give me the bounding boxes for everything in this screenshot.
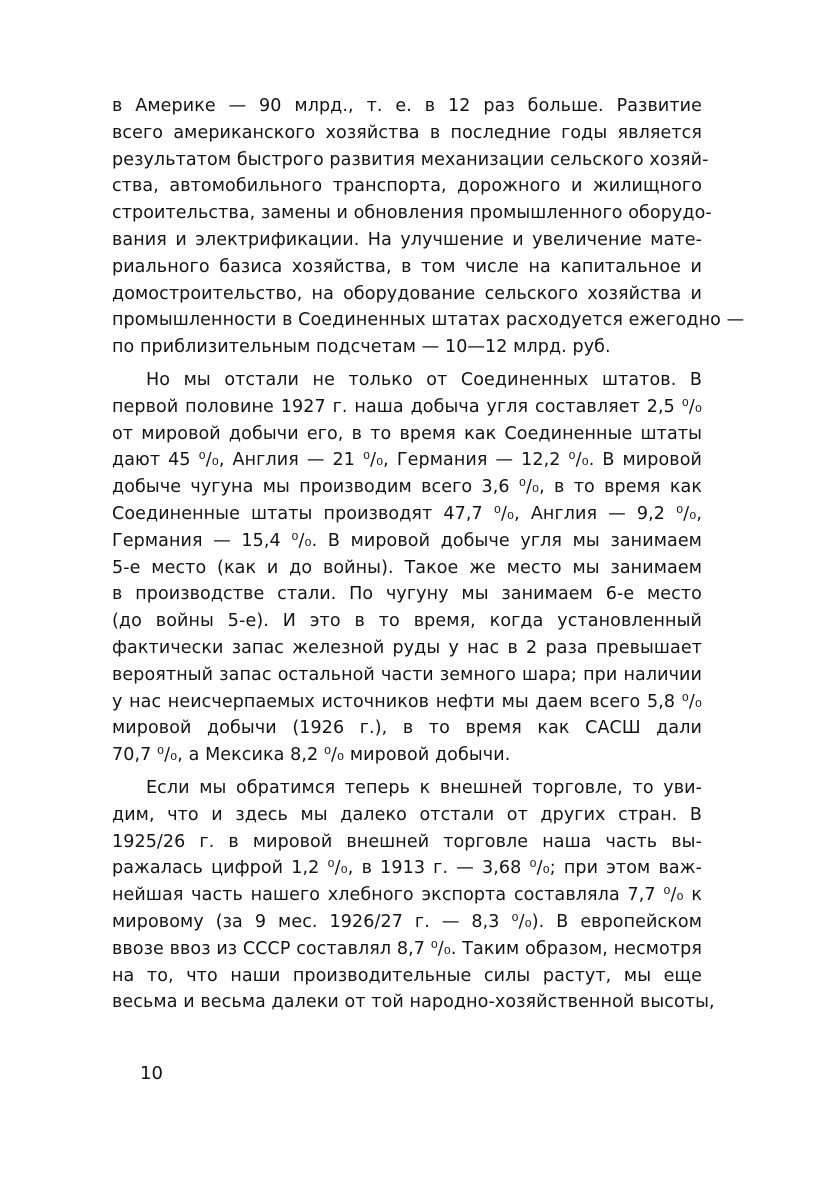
text-line: 5-е место (как и до войны). Такое же место мы занимаем	[112, 557, 702, 578]
text-line: мировой добычи (1926 г.), в то время как САСШ дали	[112, 718, 702, 739]
document-page	[112, 93, 745, 1016]
text-line: Соединенные штаты производят 47,7 ⁰/₀, Англия — 9,2 ⁰/₀,	[112, 503, 702, 524]
text-line: в производстве стали. По чугуну мы занимаем 6-е место	[112, 584, 702, 605]
text-line: риального базиса хозяйства, в том числе на капитальное и	[112, 256, 702, 277]
text-line: строительства, замены и обновления промышленного оборудо-	[112, 203, 712, 224]
text-line: ства, автомобильного транспорта, дорожного и жилищного	[112, 176, 702, 197]
text-line: домостроительство, на оборудование сельского хозяйства и	[112, 283, 702, 304]
text-line: нейшая часть нашего хлебного экспорта составляла 7,7 ⁰/₀ к	[112, 885, 702, 906]
text-line: у нас неисчерпаемых источников нефти мы даем всего 5,8 ⁰/₀	[112, 691, 702, 712]
paragraph-2	[112, 367, 702, 769]
text-line: Но мы отстали не только от Соединенных штатов. В	[146, 369, 702, 390]
text-line: первой половине 1927 г. наша добыча угля составляет 2,5 ⁰/₀	[112, 396, 702, 417]
text-line: Германия — 15,4 ⁰/₀. В мировой добыче угля мы занимаем	[112, 530, 702, 551]
text-line: мировому (за 9 мес. 1926/27 г. — 8,3 ⁰/₀). В европейском	[112, 911, 702, 932]
text-line: 1925/26 г. в мировой внешней торговле наша часть вы-	[112, 831, 702, 852]
text-line: ввозе ввоз из СССР составлял 8,7 ⁰/₀. Таким образом, несмотря	[112, 938, 702, 959]
text-line: дают 45 ⁰/₀, Англия — 21 ⁰/₀, Германия — 12,2 ⁰/₀. В мировой	[112, 450, 702, 471]
paragraph-3	[112, 775, 715, 1016]
text-line: всего американского хозяйства в последние годы является	[112, 122, 702, 143]
text-line: вания и электрификации. На улучшение и увеличение мате-	[112, 229, 702, 250]
text-line: весьма и весьма далеки от той народно-хозяйственной высоты,	[112, 992, 715, 1013]
text-line: от мировой добычи его, в то время как Соединенные штаты	[112, 423, 702, 444]
text-line: дим, что и здесь мы далеко отстали от других стран. В	[112, 804, 702, 825]
text-line: добыче чугуна мы производим всего 3,6 ⁰/₀, в то время как	[112, 477, 702, 498]
text-line: на то, что наши производительные силы растут, мы еще	[112, 965, 702, 986]
text-line: промышленности в Соединенных штатах расходуется ежегодно —	[112, 310, 745, 331]
text-line: вероятный запас остальной части земного шара; при наличии	[112, 664, 702, 685]
text-line: Если мы обратимся теперь к внешней торговле, то уви-	[146, 777, 702, 798]
text-line: 70,7 ⁰/₀, а Мексика 8,2 ⁰/₀ мировой добычи.	[112, 745, 511, 766]
text-line: фактически запас железной руды у нас в 2 раза превышает	[112, 637, 702, 658]
page-number: 10	[140, 1063, 163, 1084]
paragraph-1	[112, 93, 745, 361]
text-line: в Америке — 90 млрд., т. е. в 12 раз больше. Развитие	[112, 96, 702, 116]
text-line: по приблизительным подсчетам — 10—12 млрд. руб.	[112, 337, 611, 358]
text-line: результатом быстрого развития механизации сельского хозяй-	[112, 149, 709, 170]
text-line: ражалась цифрой 1,2 ⁰/₀, в 1913 г. — 3,68 ⁰/₀; при этом важ-	[112, 858, 702, 879]
text-line: (до войны 5-е). И это в то время, когда установленный	[112, 611, 702, 632]
